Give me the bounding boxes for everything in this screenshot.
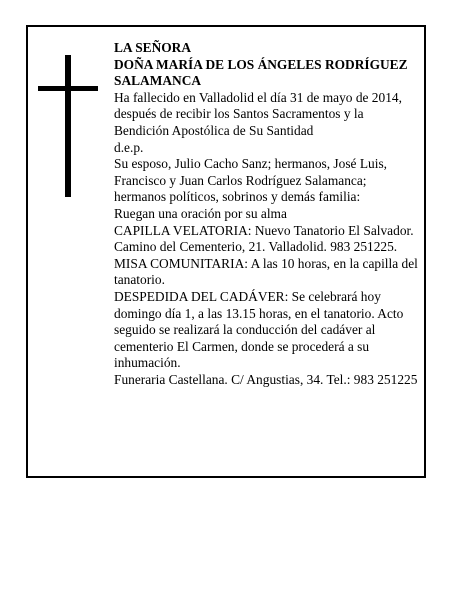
funeral-home-info: Funeraria Castellana. C/ Angustias, 34. Tel.: 983 251225 bbox=[114, 371, 418, 387]
rip-abbreviation: d.e.p. bbox=[114, 139, 144, 155]
death-announcement: Ha fallecido en Valladolid el día 31 de mayo de 2014, después de recibir los Santos Sacramentos y la Bendición Apostólica de Su Santidad bbox=[114, 89, 402, 138]
prayer-request: Ruegan una oración por su alma bbox=[114, 205, 287, 221]
cross-icon bbox=[38, 55, 98, 197]
cross-horizontal-bar bbox=[38, 86, 98, 91]
notice-title: LA SEÑORA bbox=[114, 40, 192, 55]
farewell-info: DESPEDIDA DEL CADÁVER: Se celebrará hoy domingo día 1, a las 13.15 horas, en el tanatorio. Acto seguido se realizará la conducción del cadáver al cementerio El Carmen, donde se procederá a su inhumación. bbox=[114, 288, 404, 371]
deceased-name: DOÑA MARÍA DE LOS ÁNGELES RODRÍGUEZ SALAMANCA bbox=[114, 56, 408, 89]
cross-vertical-bar bbox=[65, 55, 71, 197]
chapel-info: CAPILLA VELATORIA: Nuevo Tanatorio El Salvador. Camino del Cementerio, 21. Valladolid. 983 251225. bbox=[114, 222, 414, 255]
family-list: Su esposo, Julio Cacho Sanz; hermanos, José Luis, Francisco y Juan Carlos Rodríguez Salamanca; hermanos políticos, sobrinos y demás familia: bbox=[114, 156, 387, 205]
obituary-text bbox=[114, 40, 420, 388]
mass-info: MISA COMUNITARIA: A las 10 horas, en la capilla del tanatorio. bbox=[114, 255, 418, 288]
